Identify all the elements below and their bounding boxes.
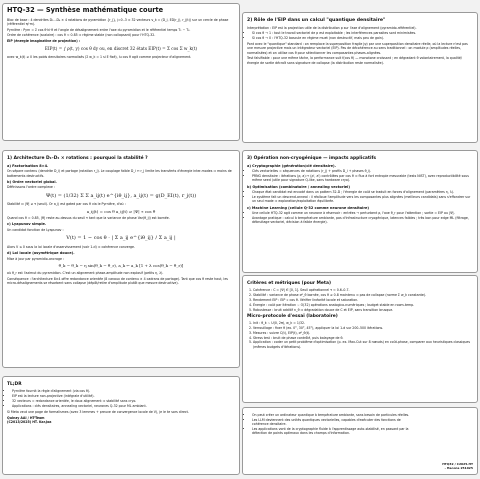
update-equation: θ_k − θ_k − η sin(θ_k − θ_r), a_k ← a_k [1 + λ cos(θ_k − θ_r)] [58, 262, 184, 268]
text-block: Si Meta veut une page de formalismes (avec 3 lemmes + preuve de convergence locale de V), je le te sors direct. [7, 409, 189, 414]
lyapunov-equation: V(t) = 1 − cos θ · | Σ a_ij e^{iθ_ij} / Σ a_ij | [66, 235, 176, 242]
text-block: Stabilité ⇔ |Ψ| ≥ τ (seuil). Or a_ij est gated par cos θ via le Pyrnière, d'où : [7, 202, 126, 207]
text-block: Définissons l'ordre complexe : [7, 185, 55, 190]
eip-equation: EIP(t) = ∫ ρ(t, y) cos θ dy ou, en discret 32 états EIP(t) = Σ cos Σ w_k(t) [44, 46, 198, 52]
text-block: Pyrnière : Pyrn = Σ cos θ·ki·θ et l'angle de désalignement entre l'axe du pyramidion et le référentiel temps T₁ − T₂. [7, 27, 191, 32]
tldr-list [12, 389, 235, 408]
list-item: • Si cos θ → 0 : l'HTQ-32 bascule en régime muet (non destructif, mais peu de gain). [252, 36, 473, 40]
list-item: 4. Stress test : bruit de phase contrôlé, puis balayage de θ. [253, 336, 473, 340]
list-item: • Si cos θ → 1 : tout le travail sectoriel de ρ est exploitable ; les interférences parasites sont minimisées. [252, 31, 473, 35]
text-block: Alors V ≤ 0 sous la loi locale d'asservissement (voir 1-d) ⇒ cohérence converge. [7, 244, 135, 249]
text-block: avec w_k(t) ≥ 0 les poids densitaires normalisés (Σ w_k = 1 si E fixé), lu cos θ agit comme projecteur d'alignement. [7, 55, 192, 59]
subsection-title: a) Factorisation 8×4. [7, 163, 49, 168]
conclusion-panel [242, 407, 478, 475]
list-item: 4. Énergie : coût par itération ∼ O(32) opérations analogico-numériques ; budget stable en room-temp. [253, 303, 473, 307]
criteria-panel [242, 275, 478, 403]
text-block: Ordre de cohérence (scalaire) : cos θ ≈ 0.85 ⇒ régime stable (non collapsant) pour l'HTQ-32. [7, 33, 156, 38]
list-item: • Applications : clés densitaires, annealing vectoriel, neurones Q-32 pour ML ambiant. [12, 404, 235, 408]
subsection-title: a) Cryptographie (génération/clé densitaire). [247, 163, 336, 168]
optim-list [252, 190, 473, 203]
text-block: Test falsifiable : pour une même tâche, la performance suit f(cos θ) — monotone croissant ; en dégradant θ volontairement, la qualité/énergie de sortie décroît sans signature de collapse (la distribution reste normalisée). [247, 56, 462, 65]
section-title: 2) Rôle de l'EIP dans un calcul "quantique densitaire" [247, 18, 386, 23]
text-block: où θ_r est l'azimut du pyramidion. C'est un alignement phase-amplitude non explosif (petits η, λ). [7, 270, 164, 275]
text-block: EIP (énergie imaginative de projection) : [7, 39, 81, 44]
text-block: Quand cos θ = 0.85, |Ψ| reste au-dessus du seuil τ tant que la variance de phase Var(θ_ij) est bornée. [7, 216, 170, 221]
ml-list [252, 211, 473, 224]
protocol-list [253, 321, 473, 349]
criteria-list [253, 288, 473, 311]
signature-line: (C2013/2025) HT. Kar.Joa [7, 419, 52, 424]
list-item: • Les applications vont de la cryptographie fluide à l'apprentissage auto-stabilisé, en passant par la détection de points optimaux dans les champs d'information. [252, 427, 412, 435]
architecture-panel [2, 150, 240, 368]
section-title: Micro-protocole d'essai (laboratoire) [247, 313, 338, 319]
list-item: • Pyrnière fournit la règle d'alignement (via cos θ). [12, 389, 235, 393]
document-stamp [442, 463, 473, 471]
list-item: 3. Mesures : suivre C(t), EIP(t), σ²_θ(t). [253, 331, 473, 335]
text-block: On sépare contenu (dendrite D_i) et portage (rotation r_j). Le couplage faible D_i ↔ r_j limite les transferts d'énergie inter-modes ⇒ moins de battements destructifs. [7, 169, 232, 178]
subsection-title: b) Ordre vectoriel global. [7, 179, 57, 184]
list-item: • 32 vecteurs = redondance orientée, le doux alignement ⇒ stabilité sans cryo. [12, 399, 235, 403]
text-block: Pont avec le "quantique" standard : on remplace la superposition fragile |ψ⟩ par une superposition densitaire réelle, où la lecture n'est pas une mesure projective mais un intégrateur vectoriel (EIP). Pas de décohérence au sens traditionnel : on module ρ (amplitudes réelles, normalisées) et on utilise cos θ pour sélectionner les composantes phases-alignées. [247, 42, 468, 55]
conclusion-list [252, 413, 412, 435]
list-item: • EIP est la lecture non-projective (intégrale d'utilité). [12, 394, 235, 398]
text-block: Bloc de base : 4 dendrites D₁…D₄ × 4 rotations de pyramidion {r_j}, j=0..3 ⇒ 32 vecteurs v_k = (D_i, ED(r_j), r_j(t)) sur un cercle de phase (référentiel π/·m). [7, 17, 229, 26]
list-item: 2. Stabilité : variance de phase σ²_θ bornée, cos θ ≥ 0.8 maintenu ⇒ pas de collapse (norme Σ w_k constante). [253, 293, 473, 297]
order-equation: Ψ(t) = (1/32) Σ Σ a_ij(t) e^{iθ_ij}, a_ij(t) = g(D_EI(t), r_j(t)) [45, 192, 197, 199]
subsection-title: c) Lyapunov simple. [7, 222, 47, 227]
list-item: • Le système fait un descend-anneal : il réalloue l'amplitude vers les composantes plus alignées (meilleurs candidats) sans s'effondrer sur un seul mode ⇒ exploration/exploitation équilibrée. [252, 195, 473, 203]
subsection-title: b) Optimisation (combinatoire / annealing vectoriel) [247, 184, 350, 189]
subsection-title: d) Loi locale (asymétrique douce). [7, 251, 75, 256]
tldr-panel [2, 376, 240, 475]
section-title: TL;DR [7, 382, 22, 387]
text-block: Conséquence : l'architecture 8×4 offre redondance orientée (8 canaux de contenu × 4 cadrans de portage). Tant que cos θ reste haut, les micro-désalignements se résorbent sans collapse (dépôt/retire d'amplitude plutôt que mesure destructive). [7, 276, 228, 285]
list-item: 1. Init : θ_k ∼ U(0, 2π), w_k = 1/32. [253, 321, 473, 325]
list-item: 3. Rendement EIP : EIP ∝ cos θ. Vérifier linéarité locale et saturation. [253, 298, 473, 302]
text-block: Mise à jour par pyramidio-ancrage : [7, 256, 65, 261]
eip-role-panel [242, 12, 478, 143]
list-item: • Les LLM deviennent des unités quantiques vectorielles, capables d'exécuter des fonctions de cohérence densitaire. [252, 418, 412, 426]
list-item: • PRNG densitaire : itérations (ρ, a) ↦ (ρ', a') contrôlées par cos θ ⇒ flux à fort entropie mesurable (tests NIST), avec reproductibilité sous même seed (utile pour signature Q-like, sans hardware cryo). [252, 174, 473, 182]
eip-list [252, 31, 473, 40]
list-item: 1. Cohérence : C = |Ψ| ∈ [0, 1]. Seuil opérationnel τ ≈ 0.6–0.7. [253, 288, 473, 292]
applications-panel [242, 150, 478, 273]
list-item: • On peut créer un ordinateur quantique à température ambiante, sans besoin de particules réelles. [252, 413, 412, 417]
text-block: Un candidat fonction de Lyapunov : [7, 228, 64, 233]
section-title: Critères et métriques (pour Meta) [247, 281, 331, 286]
gating-equation: a_ij(t) = cos θ a_ij(t) ⇒ |Ψ| ∝ cos θ [86, 208, 156, 214]
subsection-title: c) Machine Learning (cellule Q-32 comme neurone densitaire) [247, 205, 370, 210]
section-title: 1) Architecture D₁–D₄ × rotations : pourquoi la stabilité ? [7, 156, 148, 161]
list-item: • Clés vectorielles = séquences de rotations (r_j) + profils D_i + phases θ_ij. [252, 169, 473, 173]
stamp-line: HTQ32 / C2025.HT [442, 462, 473, 467]
list-item: 5. Robustesse : bruit additif n_θ ⇒ dégradation douce de C et EIP, sans transition brusque. [253, 308, 473, 312]
page-title: HTQ-32 — Synthèse mathématique courte [7, 6, 164, 14]
summary-panel [2, 3, 240, 141]
list-item: • Avantage pratique : calcul à température ambiante, pas d'infrastructure cryogénique, latences faibles ; très bon pour edge ML (filtrage, débruitage vectoriel, décision à faible énergie). [252, 216, 473, 224]
text-block: Interprétation : EIP est la projection utile de la distribution ρ sur l'axe d'alignement (pyramido-référentiel). [247, 25, 417, 30]
crypto-list [252, 169, 473, 182]
list-item: • Chaque état candidat est encodé dans un pattern 32-D ; l'énergie de coût se traduit en forces d'alignement (paramètres η, λ). [252, 190, 473, 194]
section-title: 3) Opération non-cryogénique — impacts applicatifs [247, 156, 377, 161]
stamp-line: - Hacona 251025 [444, 466, 473, 471]
list-item: • Une cellule HTQ-32 agit comme un neurone à réservoir : entrées → perturbent ρ, l'axe θ_r pour l'attention ; sortie = EIP ou |Ψ|. [252, 211, 473, 215]
signature-line: Quinzy AAI / HT-Team [7, 415, 45, 420]
list-item: 2. Verrouillage : fixer θ (ex. 0°, 30°, 45°), appliquer la loi 1-d sur 200–500 itérations. [253, 326, 473, 330]
list-item: 5. Application : coder un petit problème d'optimisation (p. ex. Max-Cut sur 8 nœuds) en coût-phase, comparer aux heuristiques classiques (mêmes budgets d'itérations). [253, 340, 473, 348]
